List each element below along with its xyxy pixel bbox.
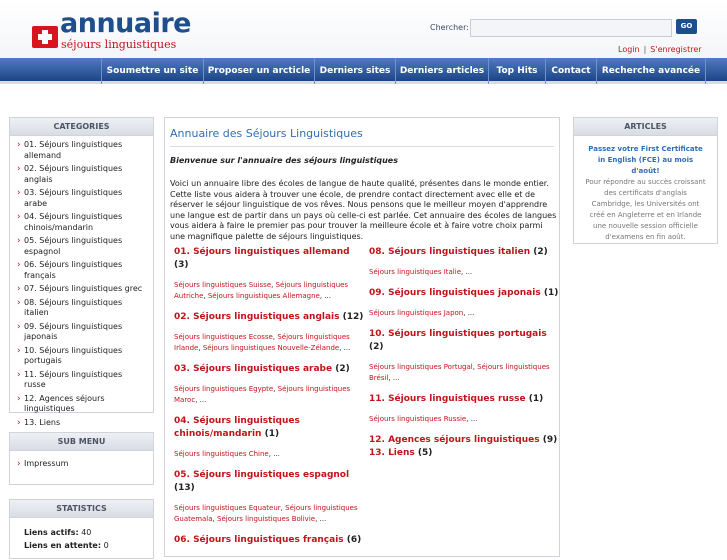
- categories-box: [9, 117, 154, 427]
- articles-box: [573, 117, 718, 244]
- search-input[interactable]: [470, 19, 672, 37]
- statistics-box: [9, 499, 154, 559]
- articles-heading: ARTICLES: [574, 118, 717, 136]
- category-item[interactable]: › 11. Séjours linguistiques russe: [24, 370, 145, 391]
- submenu-box: [9, 432, 154, 485]
- login-link[interactable]: Login: [618, 45, 640, 54]
- pending-links-row: [24, 539, 139, 552]
- nav-submit-site[interactable]: Soumettre un site: [101, 58, 203, 84]
- category-count: (3): [174, 260, 189, 270]
- subcategory-link[interactable]: Séjours linguistiques Allemagne: [207, 292, 320, 300]
- subcategory-link[interactable]: Séjours linguistiques Irlande: [174, 333, 350, 352]
- logo-subtitle: séjours linguistiques: [61, 38, 177, 51]
- ellipsis: ...: [470, 415, 478, 423]
- subcategory-links: Séjours linguistiques Portugal, Séjours linguistiques Brésil, ...: [369, 363, 550, 382]
- main-category: [369, 328, 559, 354]
- main-category: [174, 246, 364, 272]
- category-item[interactable]: › 06. Séjours linguistiques français: [24, 260, 145, 281]
- main-category: [369, 393, 559, 406]
- logo-name: annuaire: [60, 8, 191, 39]
- category-count: (2): [335, 364, 350, 374]
- main-category-link[interactable]: 09. Séjours linguistiques japonais: [369, 288, 541, 298]
- subcategory-links: Séjours linguistiques Suisse, Séjours linguistiques Autriche, Séjours linguistiques Allemagne, ...: [174, 281, 349, 300]
- category-count: (5): [417, 448, 433, 458]
- main-category-link[interactable]: 12. Agences séjours linguistiques: [369, 435, 540, 445]
- ellipsis: ...: [343, 344, 351, 352]
- category-count: (2): [369, 342, 384, 352]
- subcategory-link[interactable]: Séjours linguistiques Bolivie: [217, 515, 316, 523]
- subcategory-links: Séjours linguistiques Ecosse, Séjours linguistiques Irlande, Séjours linguistiques Nouvelle-Zélande, ...: [174, 333, 351, 352]
- active-links-row: [24, 526, 139, 539]
- category-list: [10, 136, 153, 435]
- intro-paragraph: Voici un annuaire libre des écoles de langue de haute qualité, présentes dans le monde entier. Cette liste vous aidera à trouver une école, de prendre contact directement avec elle et de réserver le séjour linguistique de vos rêves. Nous pensons que le meilleur moyen d'apprendre une langue est de partir dans un pays où celle-ci est parlée. Cet annuaire des écoles de langues vous aidera à faire le premier pas pour trouver la meilleure école et à faire votre choix parmi une magnifique palette de séjours linguistiques.: [170, 179, 557, 241]
- main-category: [174, 534, 364, 547]
- main-navigation: [0, 58, 727, 84]
- statistics-heading: STATISTICS: [10, 500, 153, 518]
- search-button[interactable]: GO: [676, 19, 697, 34]
- category-item[interactable]: › 05. Séjours linguistiques espagnol: [24, 236, 145, 257]
- ellipsis: ...: [465, 268, 473, 276]
- main-category-link[interactable]: 01. Séjours linguistiques allemand: [174, 247, 350, 257]
- main-category: [369, 447, 559, 460]
- subcategory-link[interactable]: Séjours linguistiques Autriche: [174, 281, 349, 300]
- subcategory-link[interactable]: Séjours linguistiques Ecosse: [174, 333, 273, 341]
- search-label: Chercher:: [430, 23, 469, 32]
- category-count: (2): [533, 247, 548, 257]
- category-item[interactable]: › 09. Séjours linguistiques japonais: [24, 322, 145, 343]
- main-category-link[interactable]: 06. Séjours linguistiques français: [174, 535, 344, 545]
- subcategory-link[interactable]: Séjours linguistiques Brésil: [369, 363, 550, 382]
- site-logo[interactable]: [32, 8, 191, 56]
- subcategory-links: Séjours linguistiques Chine, ...: [174, 450, 280, 458]
- nav-top-hits[interactable]: Top Hits: [488, 58, 545, 84]
- subcategory-link[interactable]: Séjours linguistiques Equateur: [174, 504, 281, 512]
- subcategory-links: Séjours linguistiques Japon, ...: [369, 309, 475, 317]
- article-link[interactable]: Passez votre First Certificate in English (FCE) au mois d'août!: [588, 145, 703, 175]
- divider: [170, 146, 554, 147]
- main-content: [164, 117, 560, 557]
- ellipsis: ...: [319, 515, 327, 523]
- swiss-cross-icon: [32, 26, 58, 48]
- ellipsis: ...: [392, 374, 400, 382]
- nav-latest-articles[interactable]: Derniers articles: [395, 58, 488, 84]
- separator: |: [643, 45, 647, 54]
- category-item[interactable]: › 01. Séjours linguistiques allemand: [24, 140, 145, 161]
- category-count: (1): [528, 394, 544, 404]
- main-category: [174, 311, 364, 324]
- site-header: [0, 0, 727, 58]
- main-category: [174, 415, 364, 441]
- subcategory-link[interactable]: Séjours linguistiques Egypte: [174, 385, 274, 393]
- article-excerpt: Pour répondre au succès croissant des certificats d'anglais Cambridge, les Universités ont créé en Angleterre et en Irlande une nouvelle session officielle d'examens en fin août.: [585, 178, 706, 241]
- ellipsis: ...: [324, 292, 331, 300]
- subcategory-link[interactable]: Séjours linguistiques Chine: [174, 450, 269, 458]
- statistics-content: [10, 518, 153, 560]
- subcategory-link[interactable]: Séjours linguistiques Guatemala: [174, 504, 358, 523]
- welcome-text: Bienvenue sur l'annuaire des séjours linguistiques: [170, 156, 398, 165]
- subcategory-links: Séjours linguistiques Egypte, Séjours linguistiques Maroc, ...: [174, 385, 351, 404]
- main-category: [174, 469, 364, 495]
- main-category: [369, 434, 559, 447]
- submenu-item-impressum[interactable]: › Impressum: [24, 459, 145, 470]
- subcategory-links: Séjours linguistiques Equateur, Séjours linguistiques Guatemala, Séjours linguistiques Bolivie, ...: [174, 504, 358, 523]
- subcategory-link[interactable]: Séjours linguistiques Russie: [369, 415, 467, 423]
- nav-propose-article[interactable]: Proposer un arcticle: [203, 58, 314, 84]
- subcategory-links: Séjours linguistiques Russie, ...: [369, 415, 478, 423]
- account-links: [618, 45, 702, 54]
- category-column-right: [369, 246, 559, 460]
- main-category-link[interactable]: 02. Séjours linguistiques anglais: [174, 312, 340, 322]
- category-count: (9): [542, 435, 558, 445]
- ellipsis: ...: [199, 396, 207, 404]
- subcategory-link[interactable]: Séjours linguistiques Suisse: [174, 281, 272, 289]
- category-count: (1): [543, 288, 559, 298]
- main-category-link[interactable]: 05. Séjours linguistiques espagnol: [174, 470, 350, 480]
- main-category: [174, 363, 364, 376]
- category-item[interactable]: › 04. Séjours linguistiques chinois/mandarin: [24, 212, 145, 233]
- category-count: (1): [264, 429, 280, 439]
- subcategory-link[interactable]: Séjours linguistiques Nouvelle-Zélande: [202, 344, 340, 352]
- nav-contact[interactable]: Contact: [545, 58, 596, 84]
- category-item[interactable]: › 02. Séjours linguistiques anglais: [24, 164, 145, 185]
- article-teaser: [574, 136, 717, 251]
- subcategory-links: Séjours linguistiques Italie, ...: [369, 268, 473, 276]
- main-category: [369, 287, 559, 300]
- subcategory-link[interactable]: Séjours linguistiques Portugal: [369, 363, 473, 371]
- category-item[interactable]: › 10. Séjours linguistiques portugais: [24, 346, 145, 367]
- category-item[interactable]: › 13. Liens: [24, 418, 145, 429]
- page-title: Annuaire des Séjours Linguistiques: [170, 127, 363, 140]
- category-column-left: [174, 246, 364, 547]
- subcategory-link[interactable]: Séjours linguistiques Japon: [369, 309, 464, 317]
- category-count: (12): [342, 312, 364, 322]
- ellipsis: ...: [467, 309, 475, 317]
- main-category: [369, 246, 559, 259]
- pending-links-value: 0: [103, 541, 109, 550]
- category-count: (6): [346, 535, 362, 545]
- subcategory-link[interactable]: Séjours linguistiques Italie: [369, 268, 462, 276]
- register-link[interactable]: S'enregistrer: [650, 45, 702, 54]
- submenu-heading: SUB MENU: [10, 433, 153, 451]
- submenu-list: [10, 451, 153, 477]
- pending-links-label: Liens en attente:: [24, 541, 102, 550]
- categories-heading: CATEGORIES: [10, 118, 153, 136]
- main-category-link[interactable]: 04. Séjours linguistiques chinois/mandarin: [174, 416, 300, 439]
- active-links-label: Liens actifs:: [24, 528, 79, 537]
- main-category-link[interactable]: 08. Séjours linguistiques italien: [369, 247, 531, 257]
- category-item[interactable]: › 12. Agences séjours linguistiques: [24, 394, 145, 415]
- nav-advanced-search[interactable]: Recherche avancée: [596, 58, 706, 84]
- category-item[interactable]: › 08. Séjours linguistiques italien: [24, 298, 145, 319]
- active-links-value: 40: [81, 528, 92, 537]
- main-category-link[interactable]: 03. Séjours linguistiques arabe: [174, 364, 333, 374]
- main-category-link[interactable]: 11. Séjours linguistiques russe: [369, 394, 526, 404]
- ellipsis: ...: [273, 450, 280, 458]
- category-item[interactable]: › 03. Séjours linguistiques arabe: [24, 188, 145, 209]
- subcategory-link[interactable]: Séjours linguistiques Maroc: [174, 385, 351, 404]
- category-count: (13): [174, 483, 195, 493]
- nav-latest-sites[interactable]: Derniers sites: [314, 58, 395, 84]
- main-category-link[interactable]: 13. Liens: [369, 448, 415, 458]
- main-category-link[interactable]: 10. Séjours linguistiques portugais: [369, 329, 547, 339]
- category-item[interactable]: › 07. Séjours linguistiques grec: [24, 284, 145, 295]
